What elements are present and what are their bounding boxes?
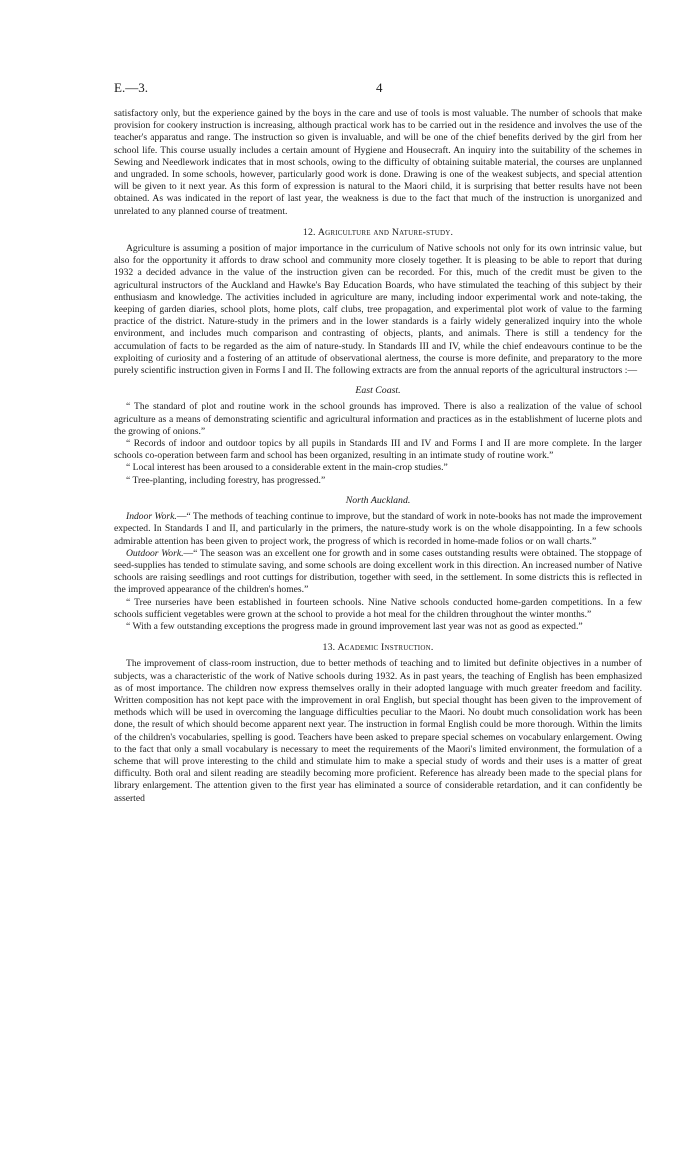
north-auckland-quote: “ With a few outstanding exceptions the progress made in ground improvement last year was not as good as expected.” bbox=[126, 620, 583, 632]
east-coast-quote: “ Tree-planting, including forestry, has progressed.” bbox=[126, 474, 326, 486]
outdoor-work-lead: Outdoor Work. bbox=[126, 547, 184, 559]
section-13-heading: 13. Academic Instruction. bbox=[322, 642, 434, 654]
outdoor-work-paragraph bbox=[114, 548, 642, 597]
page-header bbox=[114, 80, 642, 100]
document-body bbox=[114, 108, 642, 805]
intro-paragraph: satisfactory only, but the experience gained by the boys in the care and use of tools is most valuable. The number of schools that make provision for cookery instruction is increasing, although practical work has to be carried out in the residence and involves the use of the teacher's apparatus and range. The instruction so given is invaluable, and will be one of the chief benefits derived by the girl from her school life. This course usually includes a certain amount of Hygiene and Housecraft. An inquiry into the suitability of the schemes in Sewing and Needlework indicates that in most schools, owing to the difficulty of obtaining suitable material, the courses are unplanned and ungraded. In some schools, however, particularly good work is done. Drawing is one of the weakest subjects, and special attention will be given to it next year. As this form of expression is natural to the Maori child, it is surprising that better results have not been obtained. As was indicated in the report of last year, the weakness is due to the fact that much of the instruction is unorganized and unrelated to any planned course of treatment. bbox=[114, 108, 642, 217]
section-12-heading: 12. Agriculture and Nature-study. bbox=[302, 226, 454, 238]
page-number: 4 bbox=[376, 80, 383, 95]
indoor-work-paragraph bbox=[114, 511, 642, 548]
section-13-paragraph: The improvement of class-room instruction, due to better methods of teaching and to limited but definite objectives in a number of subjects, was a characteristic of the work of Native schools during 1932. As in past years, the teaching of English has been emphasized as of most importance. The children now express themselves orally in their adopted language with much greater freedom and facility. Written composition has not kept pace with the improvement in oral English, but special thought has been given to the improvement of methods which will be used in overcoming the language difficulties peculiar to the Maori. No doubt much consolidation work has been done, the result of which should become apparent next year. The instruction in formal English could be more thorough. Within the limits of the children's vocabularies, spelling is good. Teachers have been asked to prepare special schemes on vocabulary enlargement. Owing to the fact that only a small vocabulary is necessary to meet the requirements of the Maori's limited environment, the formulation of a scheme that will prove interesting to the child and stimulate him to make a special study of words and their uses is a matter of great difficulty. Both oral and silent reading are steadily becoming more proficient. Reference has already been made to the special plans for library enlargement. The attention given to the first year has eliminated a source of considerable retardation, and it can confidently be asserted bbox=[114, 658, 642, 804]
section-12-paragraph: Agriculture is assuming a position of major importance in the curriculum of Native schools not only for its own intrinsic value, but also for the opportunity it affords to draw school and community more closely together. It is pleasing to be able to report that during 1932 a decided advance in the value of the instruction given can be recorded. For this, much of the credit must be given to the agricultural instructors of the Auckland and Hawke's Bay Education Boards, who have stimulated the teaching of this subject by their enthusiasm and knowledge. The activities included in agriculture are many, including indoor experimental work and note-taking, the keeping of garden diaries, school plots, home plots, calf clubs, tree propagation, and experimental plot work of value to the farming practice of the district. Nature-study in the primers and in the lower standards is a fairly widely generalized inquiry into the whole environment, and includes much comparison and contrasting of objects, plants, and animals. There is still a tendency for the accumulation of facts to be regarded as the aim of nature-study. In Standards III and IV, while the chief endeavours continue to be the exploiting of curiosity and a fostering of an attitude of observational alertness, the course is more definite, and preparatory to the more purely scientific instruction given in Forms I and II. The following extracts are from the annual reports of the agricultural instructors :— bbox=[114, 243, 642, 377]
east-coast-quote: “ Local interest has been aroused to a considerable extent in the main-crop studies.” bbox=[126, 462, 448, 474]
east-coast-quote: “ Records of indoor and outdoor topics by all pupils in Standards III and IV and Forms I and II are more complete. In the larger schools co-operation between farm and school has been organized, resulting in an intimate study of routine work.” bbox=[114, 438, 642, 462]
north-auckland-quote: “ Tree nurseries have been established in fourteen schools. Nine Native schools conducted home-garden competitions. In a few schools sufficient vegetables were grown at the school to provide a hot meal for the children throughout the winter months.” bbox=[114, 596, 642, 620]
east-coast-heading: East Coast. bbox=[355, 385, 401, 397]
report-reference: E.—3. bbox=[114, 80, 148, 95]
indoor-work-text: —“ The methods of teaching continue to improve, but the standard of work in note-books has not made the improvement expected. In Standards I and II, and particularly in the primers, the nature-study work is on the whole disappointing. In a few schools admirable attention has been given to project work, the progress of which is recorded in home-made folios or on wall charts.” bbox=[114, 511, 643, 547]
east-coast-quote: “ The standard of plot and routine work in the school grounds has improved. There is also a realization of the value of school agriculture as a means of demonstrating scientific and agricultural information and practices as in the establishment of lucerne plots and the growing of onions.” bbox=[114, 401, 642, 437]
outdoor-work-text: —“ The season was an excellent one for growth and in some cases outstanding results were obtained. The stoppage of seed-supplies has tended to stimulate saving, and some schools are doing excellent work in this direction. An increased number of Native schools are raising seedlings and root cuttings for distribution, together with seed, in the settlement. In some districts this is reflected in the improved appearance of the children's homes.” bbox=[114, 547, 642, 596]
indoor-work-lead: Indoor Work. bbox=[126, 511, 177, 523]
north-auckland-heading: North Auckland. bbox=[345, 494, 411, 506]
